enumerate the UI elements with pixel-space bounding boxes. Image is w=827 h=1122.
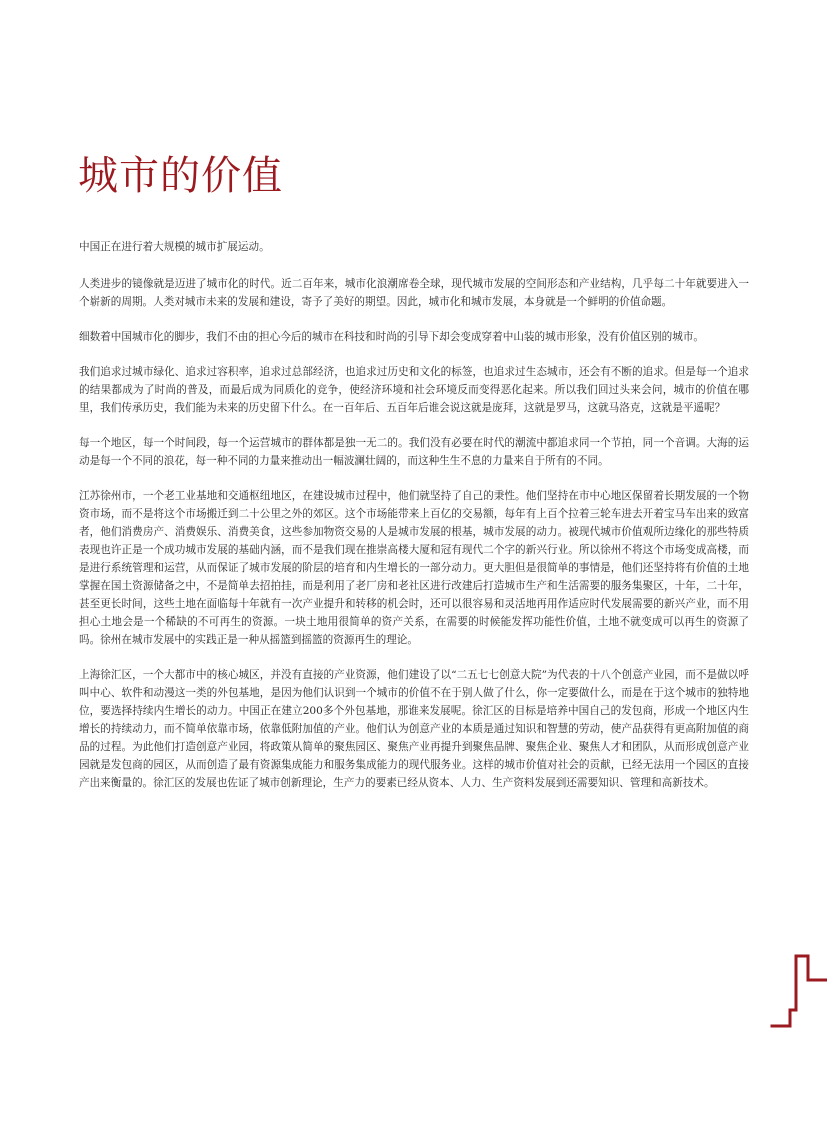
paragraph-xuhui: 上海徐汇区，一个大都市中的核心城区，并没有直接的产业资源，他们建设了以“二五七七创意大院”为代表的十八个创意产业园，而不是做以呼叫中心、软件和动漫这一类的外包基地，是因为他们认识到一个城市的价值不在于别人做了什么，你一定要做什么，而是在于这个城市的独特地位，要选择持续内生增长的动力。中国正在建立200多个外包基地，那谁来发展呢。徐汇区的目标是培养中国自己的发包商，形成一个地区内生增长的持续动力，而不简单依靠市场，依靠低附加值的产业。他们认为创意产业的本质是通过知识和智慧的劳动，使产品获得有更高附加值的商品的过程。为此他们打造创意产业园，将政策从简单的聚焦园区、聚焦产业再提升到聚焦品牌、聚焦企业、聚焦人才和团队，从而形成创意产业园就是发包商的园区，从而创造了最有资源集成能力和服务集成能力的现代服务业。这样的城市价值对社会的贡献，已经无法用一个园区的直接产出来衡量的。徐汇区的发展也佐证了城市创新理论，生产力的要素已经从资本、人力、生产资料发展到还需要知识、管理和高新技术。 bbox=[79, 669, 749, 789]
paragraph-pursuits: 我们追求过城市绿化、追求过容积率，追求过总部经济，也追求过历史和文化的标签，也追求过生态城市，还会有不断的追求。但是每一个追求的结果都成为了时尚的普及，而最后成为同质化的竞争，使经济环境和社会环境反而变得恶化起来。所以我们回过头来会问，城市的价值在哪里，我们传承历史，我们能为未来的历史留下什么。在一百年后、五百年后谁会说这就是庞拜，这就是罗马，这就马洛克，这就是平遥呢？ bbox=[79, 366, 749, 414]
page-title: 城市的价值 bbox=[78, 153, 283, 199]
paragraph-uniqueness: 每一个地区，每一个时间段，每一个运营城市的群体都是独一无二的。我们没有必要在时代的潮流中都追求同一个节拍，同一个音调。大海的运动是每一个不同的浪花，每一种不同的力量来推动出一幅波澜壮阔的，而这种生生不息的力量来自于所有的不同。 bbox=[79, 437, 749, 467]
document-body bbox=[79, 238, 749, 809]
stair-step-decoration bbox=[768, 950, 827, 1030]
paragraph-urbanization: 人类进步的镜像就是迈进了城市化的时代。近二百年来，城市化浪潮席卷全球，现代城市发展的空间形态和产业结构，几乎每二十年就要进入一个崭新的周期。人类对城市未来的发展和建设，寄予了美好的期望。因此，城市化和城市发展，本身就是一个鲜明的价值命题。 bbox=[79, 278, 749, 308]
paragraph-intro: 中国正在进行着大规模的城市扩展运动。 bbox=[79, 241, 270, 253]
paragraph-xuzhou: 江苏徐州市，一个老工业基地和交通枢纽地区，在建设城市过程中，他们就坚持了自己的秉性。他们坚持在市中心地区保留着长期发展的一个物资市场，而不是将这个市场搬迁到二十公里之外的郊区。这个市场能带来上百亿的交易额，每年有上百个拉着三轮车进去开着宝马车出来的致富者，他们消费房产、消费娱乐、消费美食，这些参加物资交易的人是城市发展的根基，城市发展的动力。被现代城市价值观所边缘化的那些特质表现也许正是一个成功城市发展的基础内涵，而不是我们现在推崇高楼大厦和冠有现代二个字的新兴行业。所以徐州不将这个市场变成高楼，而是进行系统管理和运营，从而保证了城市发展的阶层的培育和内生增长的一部分动力。更大胆但是很简单的事情是，他们还坚持将有价值的土地掌握在国土资源储备之中，不是简单去招拍挂，而是利用了老厂房和老社区进行改建后打造城市生产和生活需要的服务集聚区，十年，二十年，甚至更长时间，这些土地在面临每十年就有一次产业提升和转移的机会时，还可以很容易和灵活地再用作适应时代发展需要的新兴产业，而不用担心土地会是一个稀缺的不可再生的资源。一块土地用很简单的资产关系，在需要的时候能发挥功能性价值，土地不就变成可以再生的资源了吗。徐州在城市发展中的实践正是一种从摇篮到摇篮的资源再生的理论。 bbox=[79, 490, 749, 646]
paragraph-concern: 细数着中国城市化的脚步，我们不由的担心今后的城市在科技和时尚的引导下却会变成穿着中山装的城市形象，没有价值区别的城市。 bbox=[79, 331, 705, 343]
